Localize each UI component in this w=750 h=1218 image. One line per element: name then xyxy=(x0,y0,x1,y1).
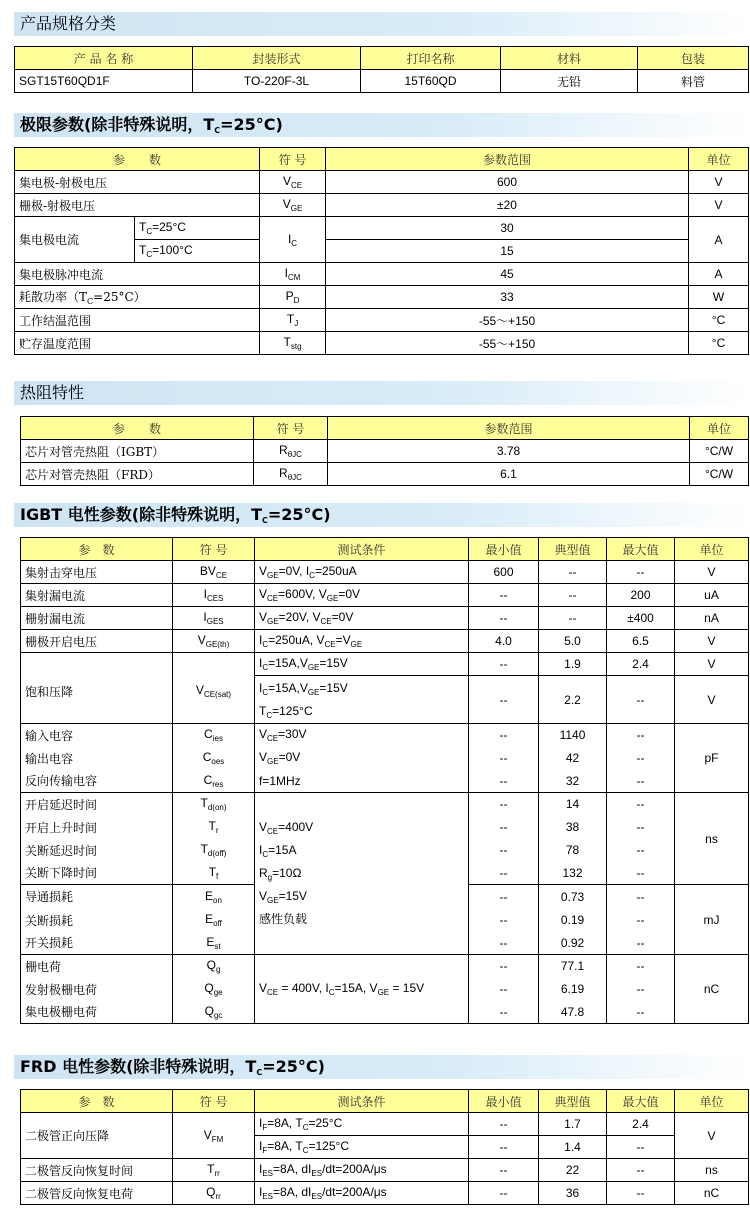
table-row xyxy=(21,793,749,816)
symbol: $E_{st}$ xyxy=(173,932,255,955)
min-value: -- xyxy=(469,1001,539,1024)
unit: V xyxy=(675,630,749,653)
symbol: $R_{\theta JC}$ xyxy=(254,463,328,486)
min-value: -- xyxy=(469,909,539,932)
thermal-header-row xyxy=(21,417,749,440)
test-condition: $I_C=15A,V_{GE}=15V$ xyxy=(255,653,469,676)
unit: V xyxy=(675,561,749,584)
col-header: 参 数 xyxy=(15,148,260,171)
section-title-spec: 产品规格分类 xyxy=(14,12,748,36)
test-condition: $V_{GE}=0V$, $I_C=250uA$ xyxy=(255,561,469,584)
value: -55～+150 xyxy=(326,332,689,355)
igbt-header-row xyxy=(21,538,749,561)
value: 600 xyxy=(326,171,689,194)
min-value: -- xyxy=(469,1113,539,1136)
min-value: -- xyxy=(469,653,539,676)
typ-value: 78 xyxy=(539,839,607,862)
typ-value: 1.4 xyxy=(539,1136,607,1159)
max-value: -- xyxy=(607,816,675,839)
symbol: $T_r$ xyxy=(173,816,255,839)
symbol: $T_{d(on)}$ xyxy=(173,793,255,816)
table-row xyxy=(21,584,749,607)
param-label: 反向传输电容 xyxy=(21,770,173,793)
min-value: -- xyxy=(469,932,539,955)
test-condition: $V_{GE}=0V$ xyxy=(255,747,469,770)
col-header: 参 数 xyxy=(21,1090,173,1113)
test-condition: $V_{CE}=400V$ $I_C=15A$ $R_g=10\Omega$ $V_{GE}=15V$ 感性负载 xyxy=(255,793,469,955)
symbol: $V_{GE(th)}$ xyxy=(173,630,255,653)
min-value: -- xyxy=(469,978,539,1001)
symbol: $V_{CE}$ xyxy=(260,171,326,194)
value: ±20 xyxy=(326,194,689,217)
typ-value: -- xyxy=(539,561,607,584)
param-label: 耗散功率$(T_C=25^\circ C)$ xyxy=(15,286,260,309)
table-row xyxy=(21,1159,749,1182)
unit: V xyxy=(689,194,749,217)
min-value: -- xyxy=(469,676,539,724)
table-row xyxy=(15,171,749,194)
unit: nC xyxy=(675,955,749,1024)
param-label: 集射击穿电压 xyxy=(21,561,173,584)
max-value: -- xyxy=(607,978,675,1001)
unit: °C/W xyxy=(690,463,749,486)
table-row xyxy=(21,955,749,978)
cell-material: 无铅 xyxy=(501,70,638,93)
typ-value: 5.0 xyxy=(539,630,607,653)
table-row xyxy=(21,724,749,747)
min-value: -- xyxy=(469,724,539,747)
param-label: 关断损耗 xyxy=(21,909,173,932)
section-title-igbt: IGBT 电性参数(除非特殊说明，$T_C=25^\circ C$) xyxy=(14,503,748,527)
test-condition: $I_C=250uA$, $V_{CE}=V_{GE}$ xyxy=(255,630,469,653)
unit: ns xyxy=(675,793,749,885)
table-row xyxy=(21,770,749,793)
symbol: $E_{on}$ xyxy=(173,885,255,909)
col-header: 最大值 xyxy=(607,1090,675,1113)
unit: pF xyxy=(675,724,749,793)
max-value: -- xyxy=(607,1159,675,1182)
param-label: 集电极-射极电压 xyxy=(15,171,260,194)
min-value: -- xyxy=(469,885,539,909)
symbol: $BV_{CE}$ xyxy=(173,561,255,584)
table-row xyxy=(21,630,749,653)
symbol: $Q_{rr}$ xyxy=(173,1182,255,1205)
table-row xyxy=(21,463,749,486)
col-header: 符 号 xyxy=(173,538,255,561)
unit: ns xyxy=(675,1159,749,1182)
table-row xyxy=(21,1182,749,1205)
cell-package: TO-220F-3L xyxy=(193,70,361,93)
table-row xyxy=(15,194,749,217)
cell-product-name: SGT15T60QD1F xyxy=(15,70,193,93)
table-row xyxy=(21,440,749,463)
param-label: 开启延迟时间 xyxy=(21,793,173,816)
table-row xyxy=(15,332,749,355)
unit: uA xyxy=(675,584,749,607)
col-header: 参 数 xyxy=(21,538,173,561)
table-row xyxy=(15,309,749,332)
test-condition: $I_{ES}=8A$, $dI_{ES}/dt=200A/\mu s$ xyxy=(255,1159,469,1182)
value: -55～+150 xyxy=(326,309,689,332)
table-row xyxy=(15,217,749,240)
col-header: 典型值 xyxy=(539,1090,607,1113)
cell-packing: 料管 xyxy=(638,70,749,93)
symbol: $C_{ies}$ xyxy=(173,724,255,747)
min-value: -- xyxy=(469,955,539,978)
value: 33 xyxy=(326,286,689,309)
typ-value: 1.9 xyxy=(539,653,607,676)
test-condition: $I_F=8A$, $T_C=125^\circ C$ xyxy=(255,1136,469,1159)
col-header: 符 号 xyxy=(173,1090,255,1113)
param-label: 集电极电流 xyxy=(15,217,135,263)
min-value: -- xyxy=(469,770,539,793)
max-value: -- xyxy=(607,1001,675,1024)
param-label: 输出电容 xyxy=(21,747,173,770)
condition: $T_C=100^\circ C$ xyxy=(135,240,260,263)
typ-value: 0.73 xyxy=(539,885,607,909)
symbol: $V_{GE}$ xyxy=(260,194,326,217)
test-condition: $V_{GE}=20V$, $V_{CE}=0V$ xyxy=(255,607,469,630)
unit: A xyxy=(689,217,749,263)
cell-marking: 15T60QD xyxy=(361,70,501,93)
typ-value: 47.8 xyxy=(539,1001,607,1024)
value: 45 xyxy=(326,263,689,286)
max-value: 2.4 xyxy=(607,653,675,676)
unit: °C xyxy=(689,332,749,355)
param-label: 贮存温度范围 xyxy=(15,332,260,355)
max-value: ±400 xyxy=(607,607,675,630)
symbol: $T_{d(off)}$ xyxy=(173,839,255,862)
unit: °C xyxy=(689,309,749,332)
col-header: 封装形式 xyxy=(193,47,361,70)
param-label: 二极管正向压降 xyxy=(21,1113,173,1159)
unit: V xyxy=(689,171,749,194)
table-row xyxy=(21,653,749,676)
min-value: -- xyxy=(469,816,539,839)
typ-value: 36 xyxy=(539,1182,607,1205)
spec-table xyxy=(14,46,749,93)
min-value: -- xyxy=(469,584,539,607)
col-header: 参数范围 xyxy=(328,417,690,440)
param-label: 关断延迟时间 xyxy=(21,839,173,862)
table-row xyxy=(21,1113,749,1136)
value: 6.1 xyxy=(328,463,690,486)
symbol: $P_D$ xyxy=(260,286,326,309)
typ-value: 0.92 xyxy=(539,932,607,955)
col-header: 最小值 xyxy=(469,1090,539,1113)
typ-value: 2.2 xyxy=(539,676,607,724)
symbol: $I_C$ xyxy=(260,217,326,263)
typ-value: 22 xyxy=(539,1159,607,1182)
param-label: 集射漏电流 xyxy=(21,584,173,607)
test-condition: $I_{ES}=8A$, $dI_{ES}/dt=200A/\mu s$ xyxy=(255,1182,469,1205)
max-value: -- xyxy=(607,747,675,770)
col-header: 参数范围 xyxy=(326,148,689,171)
col-header: 单位 xyxy=(689,148,749,171)
unit: V xyxy=(675,653,749,676)
max-value: -- xyxy=(607,1136,675,1159)
min-value: -- xyxy=(469,747,539,770)
value: 15 xyxy=(326,240,689,263)
col-header: 典型值 xyxy=(539,538,607,561)
param-label: 栅极-射极电压 xyxy=(15,194,260,217)
col-header: 包装 xyxy=(638,47,749,70)
max-value: -- xyxy=(607,862,675,885)
param-label: 芯片对管壳热阻（IGBT） xyxy=(21,440,254,463)
param-label: 发射极栅电荷 xyxy=(21,978,173,1001)
typ-value: 14 xyxy=(539,793,607,816)
unit: nC xyxy=(675,1182,749,1205)
min-value: -- xyxy=(469,1136,539,1159)
table-row xyxy=(21,561,749,584)
typ-value: 0.19 xyxy=(539,909,607,932)
limits-header-row xyxy=(15,148,749,171)
max-value: -- xyxy=(607,724,675,747)
param-label: 二极管反向恢复时间 xyxy=(21,1159,173,1182)
spec-header-row xyxy=(15,47,749,70)
max-value: -- xyxy=(607,885,675,909)
param-label: 开启上升时间 xyxy=(21,816,173,839)
min-value: -- xyxy=(469,839,539,862)
max-value: -- xyxy=(607,839,675,862)
symbol: $T_{stg}$ xyxy=(260,332,326,355)
param-label: 开关损耗 xyxy=(21,932,173,955)
param-label: 栅电荷 xyxy=(21,955,173,978)
unit: V xyxy=(675,1113,749,1159)
test-condition: $V_{CE}=600V$, $V_{GE}=0V$ xyxy=(255,584,469,607)
min-value: -- xyxy=(469,607,539,630)
param-label: 芯片对管壳热阻（FRD） xyxy=(21,463,254,486)
min-value: -- xyxy=(469,1159,539,1182)
symbol: $E_{off}$ xyxy=(173,909,255,932)
max-value: -- xyxy=(607,561,675,584)
symbol: $C_{oes}$ xyxy=(173,747,255,770)
test-condition: $V_{CE}=30V$ xyxy=(255,724,469,747)
section-title-thermal: 热阻特性 xyxy=(14,381,748,405)
typ-value: 1140 xyxy=(539,724,607,747)
param-label: 关断下降时间 xyxy=(21,862,173,885)
max-value: 200 xyxy=(607,584,675,607)
unit: W xyxy=(689,286,749,309)
condition: $T_C=25^\circ C$ xyxy=(135,217,260,240)
max-value: 6.5 xyxy=(607,630,675,653)
param-label: 输入电容 xyxy=(21,724,173,747)
param-label: 二极管反向恢复电荷 xyxy=(21,1182,173,1205)
symbol: $V_{CE(sat)}$ xyxy=(173,653,255,724)
symbol: $C_{res}$ xyxy=(173,770,255,793)
param-label: 集电极脉冲电流 xyxy=(15,263,260,286)
frd-table xyxy=(20,1089,749,1205)
unit: °C/W xyxy=(690,440,749,463)
test-condition: f=1MHz xyxy=(255,770,469,793)
test-condition: $I_F=8A$, $T_C=25^\circ C$ xyxy=(255,1113,469,1136)
col-header: 材料 xyxy=(501,47,638,70)
typ-value: 42 xyxy=(539,747,607,770)
typ-value: 6.19 xyxy=(539,978,607,1001)
param-label: 栅射漏电流 xyxy=(21,607,173,630)
value: 3.78 xyxy=(328,440,690,463)
min-value: -- xyxy=(469,793,539,816)
col-header: 参 数 xyxy=(21,417,254,440)
param-label: 导通损耗 xyxy=(21,885,173,909)
max-value: -- xyxy=(607,932,675,955)
section-title-limits: 极限参数(除非特殊说明，$T_C=25^\circ C$) xyxy=(14,113,748,137)
symbol: $T_J$ xyxy=(260,309,326,332)
col-header: 最小值 xyxy=(469,538,539,561)
min-value: -- xyxy=(469,1182,539,1205)
min-value: -- xyxy=(469,862,539,885)
col-header: 打印名称 xyxy=(361,47,501,70)
col-header: 产 品 名 称 xyxy=(15,47,193,70)
table-row xyxy=(15,286,749,309)
symbol: $T_f$ xyxy=(173,862,255,885)
test-condition: $V_{CE} = 400V$, $I_C=15A$, $V_{GE} = 15V$ xyxy=(255,955,469,1024)
symbol: $Q_{ge}$ xyxy=(173,978,255,1001)
symbol: $T_{rr}$ xyxy=(173,1159,255,1182)
max-value: -- xyxy=(607,909,675,932)
thermal-table xyxy=(20,416,749,486)
max-value: -- xyxy=(607,770,675,793)
max-value: -- xyxy=(607,1182,675,1205)
col-header: 单位 xyxy=(675,1090,749,1113)
max-value: -- xyxy=(607,955,675,978)
param-label: 集电极栅电荷 xyxy=(21,1001,173,1024)
igbt-table xyxy=(20,537,749,1024)
typ-value: -- xyxy=(539,607,607,630)
unit: V xyxy=(675,676,749,724)
typ-value: 77.1 xyxy=(539,955,607,978)
section-title-frd: FRD 电性参数(除非特殊说明，$T_C=25^\circ C$) xyxy=(14,1055,748,1079)
col-header: 测试条件 xyxy=(255,1090,469,1113)
col-header: 符 号 xyxy=(260,148,326,171)
value: 30 xyxy=(326,217,689,240)
max-value: -- xyxy=(607,793,675,816)
symbol: $I_{GES}$ xyxy=(173,607,255,630)
unit: nA xyxy=(675,607,749,630)
max-value: 2.4 xyxy=(607,1113,675,1136)
typ-value: -- xyxy=(539,584,607,607)
unit: mJ xyxy=(675,885,749,955)
table-row xyxy=(15,263,749,286)
max-value: -- xyxy=(607,676,675,724)
param-label: 栅极开启电压 xyxy=(21,630,173,653)
typ-value: 38 xyxy=(539,816,607,839)
min-value: 600 xyxy=(469,561,539,584)
col-header: 单位 xyxy=(690,417,749,440)
table-row xyxy=(21,607,749,630)
symbol: $I_{CM}$ xyxy=(260,263,326,286)
symbol: $V_{FM}$ xyxy=(173,1113,255,1159)
typ-value: 1.7 xyxy=(539,1113,607,1136)
param-label: 工作结温范围 xyxy=(15,309,260,332)
col-header: 符 号 xyxy=(254,417,328,440)
unit: A xyxy=(689,263,749,286)
min-value: 4.0 xyxy=(469,630,539,653)
param-label: 饱和压降 xyxy=(21,653,173,724)
typ-value: 132 xyxy=(539,862,607,885)
test-condition: $I_C=15A,V_{GE}=15V$ $T_C=125^\circ C$ xyxy=(255,676,469,724)
symbol: $Q_{gc}$ xyxy=(173,1001,255,1024)
symbol: $Q_g$ xyxy=(173,955,255,978)
symbol: $R_{\theta JC}$ xyxy=(254,440,328,463)
limits-table xyxy=(14,147,749,355)
col-header: 测试条件 xyxy=(255,538,469,561)
frd-header-row xyxy=(21,1090,749,1113)
col-header: 单位 xyxy=(675,538,749,561)
symbol: $I_{CES}$ xyxy=(173,584,255,607)
table-row xyxy=(15,70,749,93)
table-row xyxy=(21,747,749,770)
col-header: 最大值 xyxy=(607,538,675,561)
typ-value: 32 xyxy=(539,770,607,793)
